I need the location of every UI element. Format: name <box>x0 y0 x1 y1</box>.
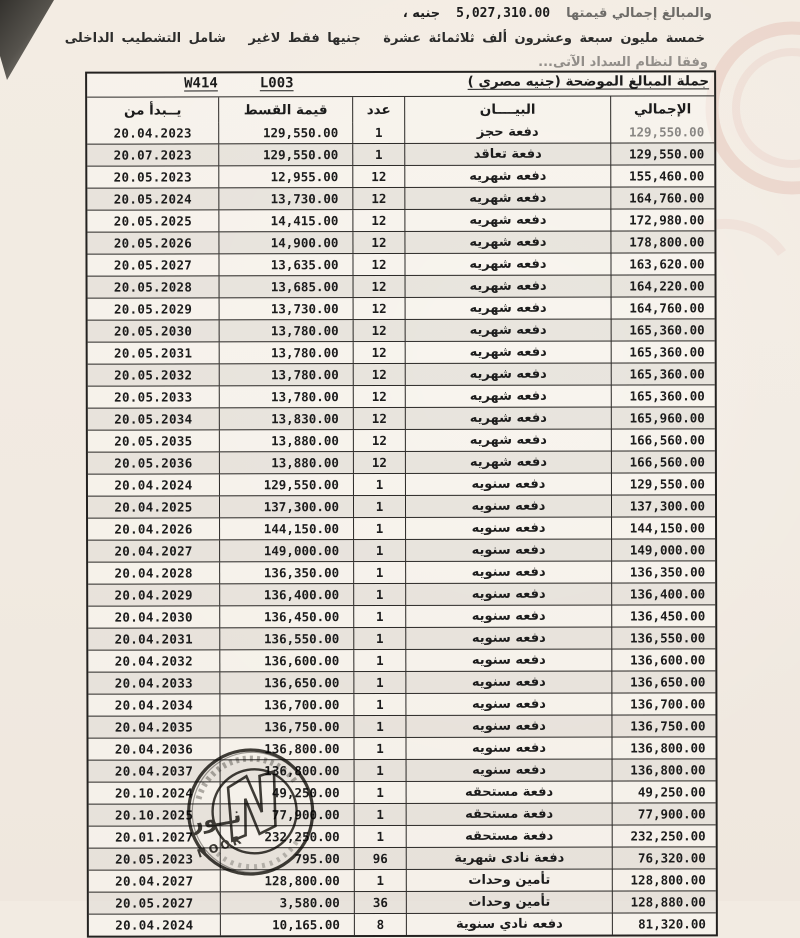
total-cell: 128,880.00 <box>630 894 706 910</box>
total-cell: 144,150.00 <box>629 520 706 536</box>
total-cell: 136,600.00 <box>630 652 706 668</box>
header-start-date: يــبدأ من <box>87 97 219 122</box>
table-title-row <box>87 72 714 96</box>
table-row <box>89 912 716 935</box>
table-row <box>88 516 715 539</box>
start-date-cell: 20.04.2033 <box>88 672 220 693</box>
description-cell: دفعه سنويه <box>406 650 612 671</box>
start-date-cell: 20.05.2036 <box>88 452 220 473</box>
description-cell: دفعه سنويه <box>406 540 612 561</box>
count-cell: 12 <box>354 386 406 407</box>
table-row <box>88 450 715 473</box>
count-cell: 1 <box>354 672 406 693</box>
description-cell: دفعه شهريه <box>405 254 611 275</box>
installment-cell: 13,730.00 <box>220 298 354 319</box>
count-cell: 1 <box>354 584 406 605</box>
count-cell: 1 <box>354 606 406 627</box>
installment-cell: 14,900.00 <box>219 232 353 253</box>
total-cell: 164,220.00 <box>629 278 705 294</box>
total-cell: 136,700.00 <box>630 696 706 712</box>
installment-cell: 10,165.00 <box>221 914 355 935</box>
installment-cell: 12,955.00 <box>219 166 353 187</box>
description-cell: دفعه شهريه <box>405 232 611 253</box>
start-date-cell: 20.05.2030 <box>88 320 220 341</box>
total-cell: 136,450.00 <box>629 608 706 624</box>
total-cell: 163,620.00 <box>629 256 705 272</box>
start-date-cell: 20.01.2027 <box>89 826 221 847</box>
table-row <box>87 121 714 143</box>
count-cell: 36 <box>355 892 407 913</box>
table-row <box>87 186 714 209</box>
count-cell: 1 <box>355 782 407 803</box>
start-date-cell: 20.04.2024 <box>88 474 220 495</box>
count-cell: 8 <box>355 914 407 935</box>
total-amount-line <box>403 6 712 21</box>
description-cell: دفعه سنويه <box>407 760 613 781</box>
total-cell: 49,250.00 <box>637 784 706 800</box>
amount-line-prefix: والمبالغ إجمالي قيمتها <box>566 6 712 21</box>
count-cell: 1 <box>354 628 406 649</box>
installment-cell: 129,550.00 <box>219 122 353 143</box>
installment-cell: 13,730.00 <box>219 188 353 209</box>
installment-cell: 13,780.00 <box>220 364 354 385</box>
table-row <box>88 626 715 649</box>
count-cell: 1 <box>355 826 407 847</box>
count-cell: 96 <box>355 848 407 869</box>
start-date-cell: 20.04.2034 <box>88 694 220 715</box>
total-cell: 166,560.00 <box>629 454 705 470</box>
description-cell: دفعه سنويه <box>406 584 612 605</box>
total-cell: 232,250.00 <box>630 828 706 844</box>
header-total: الإجمالي <box>634 100 692 118</box>
table-row <box>87 230 714 253</box>
start-date-cell: 20.05.2024 <box>87 188 219 209</box>
total-cell: 165,360.00 <box>629 366 705 382</box>
table-row <box>88 406 715 429</box>
start-date-cell: 20.05.2029 <box>88 298 220 319</box>
company-ink-stamp <box>163 722 343 907</box>
currency-word: جنيه ، <box>402 6 441 21</box>
installment-cell: 128,800.00 <box>221 870 355 891</box>
start-date-cell: 20.04.2037 <box>89 760 221 781</box>
description-cell: تأمين وحدات <box>407 870 613 891</box>
start-date-cell: 20.04.2030 <box>88 606 220 627</box>
description-cell: دفعه شهريه <box>406 452 612 473</box>
description-cell: دفعه شهريه <box>406 386 612 407</box>
block-code: L003 <box>259 75 294 92</box>
header-installment: قيمة القسط <box>219 97 353 122</box>
description-cell: دفعة مستحقه <box>407 782 613 803</box>
installment-cell: 136,800.00 <box>220 738 354 759</box>
total-cell: 136,400.00 <box>629 586 706 602</box>
count-cell: 1 <box>354 562 406 583</box>
description-cell: دفعه سنويه <box>406 628 612 649</box>
installment-cell: 49,250.00 <box>221 782 355 803</box>
count-cell: 1 <box>355 804 407 825</box>
start-date-cell: 20.04.2023 <box>87 122 219 143</box>
installment-cell: 136,600.00 <box>220 650 354 671</box>
table-row <box>88 274 715 297</box>
count-cell: 1 <box>354 474 406 495</box>
table-row <box>88 318 715 341</box>
description-cell: دفعه شهريه <box>405 188 611 209</box>
installment-cell: 136,350.00 <box>220 562 354 583</box>
count-cell: 1 <box>354 496 406 517</box>
count-cell: 1 <box>354 694 406 715</box>
description-cell: دفعه سنويه <box>406 474 612 495</box>
description-cell: دفعة مستحقه <box>407 826 613 847</box>
description-cell: تأمين وحدات <box>407 892 613 913</box>
total-amount-value: 5,027,310.00 <box>456 6 551 21</box>
installment-cell: 13,880.00 <box>220 430 354 451</box>
description-cell: دفعة مستحقه <box>407 804 613 825</box>
description-cell: دفعه نادي سنوية <box>407 914 613 935</box>
installment-cell: 13,880.00 <box>220 452 354 473</box>
count-cell: 12 <box>354 342 406 363</box>
installment-cell: 136,400.00 <box>220 584 354 605</box>
table-row <box>88 494 715 517</box>
start-date-cell: 20.05.2033 <box>88 386 220 407</box>
start-date-cell: 20.05.2034 <box>88 408 220 429</box>
total-cell: 129,550.00 <box>629 476 705 492</box>
count-cell: 1 <box>354 518 406 539</box>
count-cell: 1 <box>354 540 406 561</box>
installment-cell: 77,900.00 <box>221 804 355 825</box>
unit-code: W414 <box>184 75 218 92</box>
installment-cell: 13,780.00 <box>220 386 354 407</box>
description-cell: دفعه سنويه <box>406 672 612 693</box>
start-date-cell: 20.04.2031 <box>88 628 220 649</box>
table-row <box>87 164 714 187</box>
table-row <box>88 692 715 715</box>
count-cell: 1 <box>355 760 407 781</box>
count-cell: 12 <box>354 276 406 297</box>
total-cell: 136,800.00 <box>630 740 706 756</box>
count-cell: 12 <box>353 254 405 275</box>
payment-plan-note: وفقا لنظام السداد الآتى... <box>538 55 708 70</box>
start-date-cell: 20.07.2023 <box>87 144 219 165</box>
installment-cell: 129,550.00 <box>220 474 354 495</box>
start-date-cell: 20.04.2027 <box>88 540 220 561</box>
description-cell: دفعه شهريه <box>406 364 612 385</box>
installment-cell: 136,450.00 <box>220 606 354 627</box>
count-cell: 1 <box>355 870 407 891</box>
description-cell: دفعه شهريه <box>406 430 612 451</box>
count-cell: 1 <box>354 650 406 671</box>
table-row <box>87 142 714 165</box>
total-cell: 164,760.00 <box>629 300 705 316</box>
start-date-cell: 20.05.2031 <box>88 342 220 363</box>
table-header-row <box>87 95 714 122</box>
description-cell: دفعه سنويه <box>406 518 612 539</box>
installment-cell: 13,830.00 <box>220 408 354 429</box>
description-cell: دفعه سنويه <box>406 738 612 759</box>
installment-cell: 232,250.00 <box>221 826 355 847</box>
header-description: البيــــان <box>405 97 611 122</box>
count-cell: 12 <box>354 408 406 429</box>
count-cell: 12 <box>353 232 405 253</box>
start-date-cell: 20.05.2026 <box>87 232 219 253</box>
installment-cell: 13,780.00 <box>220 342 354 363</box>
table-row <box>87 252 714 275</box>
count-cell: 12 <box>354 364 406 385</box>
table-row <box>88 384 715 407</box>
table-row <box>88 560 715 583</box>
table-row <box>88 604 715 627</box>
installment-cell: 129,550.00 <box>219 144 353 165</box>
description-cell: دفعة نادى شهرية <box>407 848 613 869</box>
start-date-cell: 20.05.2028 <box>88 276 220 297</box>
unit-codes <box>184 75 293 91</box>
installment-cell: 3,580.00 <box>221 892 355 913</box>
total-cell: 136,350.00 <box>629 564 706 580</box>
description-cell: دفعه سنويه <box>406 694 612 715</box>
start-date-cell: 20.04.2032 <box>88 650 220 671</box>
description-cell: دفعه شهريه <box>406 320 612 341</box>
start-date-cell: 20.04.2025 <box>88 496 220 517</box>
installment-cell: 136,550.00 <box>220 628 354 649</box>
description-cell: دفعه شهريه <box>406 298 612 319</box>
header-count: عدد <box>353 97 405 122</box>
start-date-cell: 20.05.2027 <box>87 254 219 275</box>
start-date-cell: 20.04.2035 <box>88 716 220 737</box>
start-date-cell: 20.05.2027 <box>89 892 221 913</box>
description-cell: دفعه شهريه <box>406 342 612 363</box>
total-cell: 129,550.00 <box>628 146 705 162</box>
count-cell: 12 <box>353 188 405 209</box>
description-cell: دفعه شهريه <box>406 276 612 297</box>
total-cell: 136,550.00 <box>629 630 706 646</box>
table-row <box>88 538 715 561</box>
start-date-cell: 20.04.2027 <box>89 870 221 891</box>
total-cell: 164,760.00 <box>629 190 705 206</box>
description-cell: دفعه شهريه <box>406 408 612 429</box>
description-cell: دفعه شهريه <box>405 210 611 231</box>
installment-cell: 14,415.00 <box>219 210 353 231</box>
description-cell: دفعة حجز <box>405 122 611 143</box>
amount-in-words-line: خمسة مليون سبعة وعشرون ألف ثلاثمائة عشرة جنيها فقط لاغير شامل التشطيب الداخلى <box>64 31 705 46</box>
table-row <box>88 362 715 385</box>
table-row <box>88 472 715 495</box>
installment-cell: 136,650.00 <box>220 672 354 693</box>
total-cell: 129,550.00 <box>628 124 705 140</box>
count-cell: 12 <box>354 452 406 473</box>
start-date-cell: 20.05.2035 <box>88 430 220 451</box>
count-cell: 12 <box>353 210 405 231</box>
start-date-cell: 20.04.2024 <box>89 914 221 935</box>
description-cell: دفعه سنويه <box>406 716 612 737</box>
count-cell: 1 <box>353 122 405 143</box>
count-cell: 1 <box>354 738 406 759</box>
installment-cell: 137,300.00 <box>220 496 354 517</box>
count-cell: 1 <box>354 716 406 737</box>
table-row <box>88 428 715 451</box>
total-cell: 178,800.00 <box>629 234 705 250</box>
table-row <box>87 208 714 231</box>
installment-cell: 13,780.00 <box>220 320 354 341</box>
total-cell: 76,320.00 <box>637 850 706 866</box>
total-cell: 165,360.00 <box>629 388 705 404</box>
count-cell: 1 <box>353 144 405 165</box>
count-cell: 12 <box>354 430 406 451</box>
table-row <box>88 340 715 363</box>
installment-cell: 13,685.00 <box>220 276 354 297</box>
total-cell: 166,560.00 <box>629 432 705 448</box>
total-cell: 172,980.00 <box>629 212 705 228</box>
total-cell: 136,650.00 <box>630 674 706 690</box>
total-cell: 81,320.00 <box>638 916 706 932</box>
start-date-cell: 20.04.2029 <box>88 584 220 605</box>
count-cell: 12 <box>354 298 406 319</box>
start-date-cell: 20.05.2023 <box>87 166 219 187</box>
total-cell: 165,360.00 <box>629 322 705 338</box>
description-cell: دفعه سنويه <box>406 606 612 627</box>
total-cell: 136,750.00 <box>630 718 706 734</box>
installment-cell: 136,800.00 <box>221 760 355 781</box>
description-cell: دفعة تعاقد <box>405 144 611 165</box>
installment-cell: 136,750.00 <box>220 716 354 737</box>
table-row <box>88 670 715 693</box>
description-cell: دفعه سنويه <box>406 496 612 517</box>
installment-cell: 13,635.00 <box>219 254 353 275</box>
total-cell: 165,360.00 <box>629 344 705 360</box>
stamp-latin-name: NOOR <box>195 831 246 861</box>
total-cell: 165,960.00 <box>629 410 705 426</box>
installment-cell: 136,700.00 <box>220 694 354 715</box>
total-cell: 128,800.00 <box>630 872 706 888</box>
start-date-cell: 20.10.2025 <box>89 804 221 825</box>
table-row <box>88 648 715 671</box>
installment-cell: 144,150.00 <box>220 518 354 539</box>
start-date-cell: 20.05.2023 <box>89 848 221 869</box>
total-cell: 155,460.00 <box>629 168 705 184</box>
description-cell: دفعه شهريه <box>405 166 611 187</box>
table-row <box>88 296 715 319</box>
photo-corner-artifact <box>0 0 58 82</box>
start-date-cell: 20.05.2025 <box>87 210 219 231</box>
start-date-cell: 20.04.2026 <box>88 518 220 539</box>
description-cell: دفعه سنويه <box>406 562 612 583</box>
installment-cell: 795.00 <box>221 848 355 869</box>
total-cell: 137,300.00 <box>629 498 706 514</box>
start-date-cell: 20.10.2024 <box>89 782 221 803</box>
installment-cell: 149,000.00 <box>220 540 354 561</box>
start-date-cell: 20.04.2028 <box>88 562 220 583</box>
currency-note: جملة المبالغ الموضحة (جنيه مصري ) <box>467 73 710 90</box>
start-date-cell: 20.05.2032 <box>88 364 220 385</box>
table-row <box>88 582 715 605</box>
total-cell: 77,900.00 <box>637 806 706 822</box>
total-cell: 136,800.00 <box>630 762 706 778</box>
total-cell: 149,000.00 <box>629 542 706 558</box>
count-cell: 12 <box>354 320 406 341</box>
count-cell: 12 <box>353 166 405 187</box>
stamp-arabic-name: نــور <box>187 801 244 837</box>
start-date-cell: 20.04.2036 <box>88 738 220 759</box>
